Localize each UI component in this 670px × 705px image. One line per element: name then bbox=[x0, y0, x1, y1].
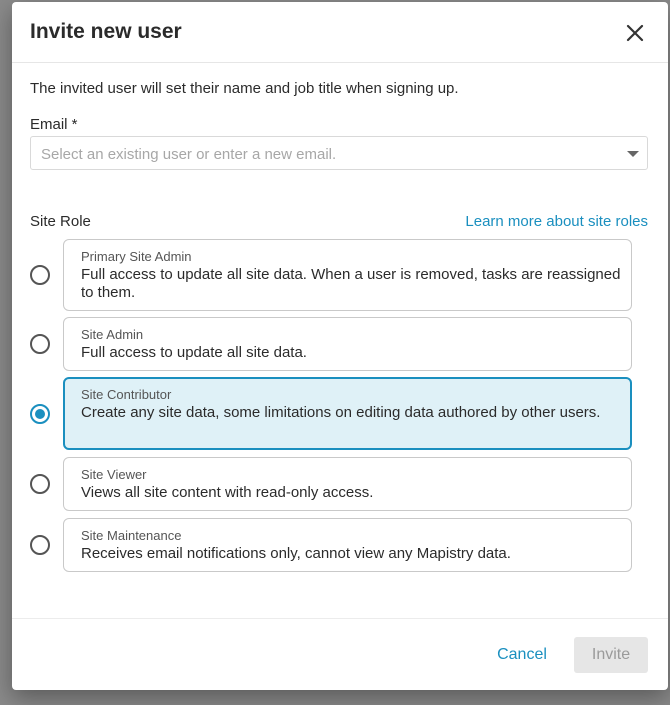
radio-site-admin[interactable] bbox=[30, 334, 50, 354]
role-description: Receives email notifications only, cannot view any Mapistry data. bbox=[81, 545, 511, 562]
dialog-intro-text: The invited user will set their name and job title when signing up. bbox=[30, 80, 459, 97]
role-card[interactable] bbox=[63, 239, 632, 311]
role-option-site-maintenance[interactable] bbox=[30, 518, 632, 572]
role-description: Full access to update all site data. When a user is removed, tasks are reassigned to them. bbox=[81, 266, 621, 301]
dialog-footer bbox=[12, 618, 668, 691]
email-label: Email * bbox=[30, 116, 78, 133]
site-role-label: Site Role bbox=[30, 213, 91, 230]
invite-button: Invite bbox=[574, 637, 648, 673]
role-card[interactable] bbox=[63, 457, 632, 511]
cancel-button[interactable]: Cancel bbox=[482, 637, 562, 673]
role-name: Primary Site Admin bbox=[81, 249, 192, 264]
email-select-field[interactable] bbox=[30, 136, 648, 170]
radio-site-maintenance[interactable] bbox=[30, 535, 50, 555]
radio-primary-site-admin[interactable] bbox=[30, 265, 50, 285]
close-icon bbox=[624, 22, 646, 44]
dialog-title: Invite new user bbox=[30, 20, 182, 43]
close-button[interactable] bbox=[624, 22, 646, 44]
role-card[interactable] bbox=[63, 518, 632, 572]
role-option-site-viewer[interactable] bbox=[30, 457, 632, 511]
chevron-down-icon[interactable] bbox=[627, 151, 639, 157]
role-option-site-admin[interactable] bbox=[30, 317, 632, 371]
email-input[interactable] bbox=[39, 137, 623, 171]
radio-site-contributor[interactable] bbox=[30, 404, 50, 424]
role-description: Views all site content with read-only access. bbox=[81, 484, 374, 501]
role-name: Site Viewer bbox=[81, 467, 147, 482]
role-option-site-contributor[interactable] bbox=[30, 377, 632, 450]
role-card[interactable] bbox=[63, 317, 632, 371]
learn-more-site-roles-link[interactable]: Learn more about site roles bbox=[465, 213, 648, 230]
invite-user-dialog bbox=[12, 2, 668, 690]
role-name: Site Maintenance bbox=[81, 528, 182, 543]
role-description: Full access to update all site data. bbox=[81, 344, 307, 361]
role-name: Site Admin bbox=[81, 327, 144, 342]
role-description: Create any site data, some limitations on editing data authored by other users. bbox=[81, 404, 601, 421]
radio-site-viewer[interactable] bbox=[30, 474, 50, 494]
role-option-primary-site-admin[interactable] bbox=[30, 239, 632, 311]
role-name: Site Contributor bbox=[81, 387, 172, 402]
dialog-header bbox=[12, 2, 668, 63]
role-card-selected[interactable] bbox=[63, 377, 632, 450]
